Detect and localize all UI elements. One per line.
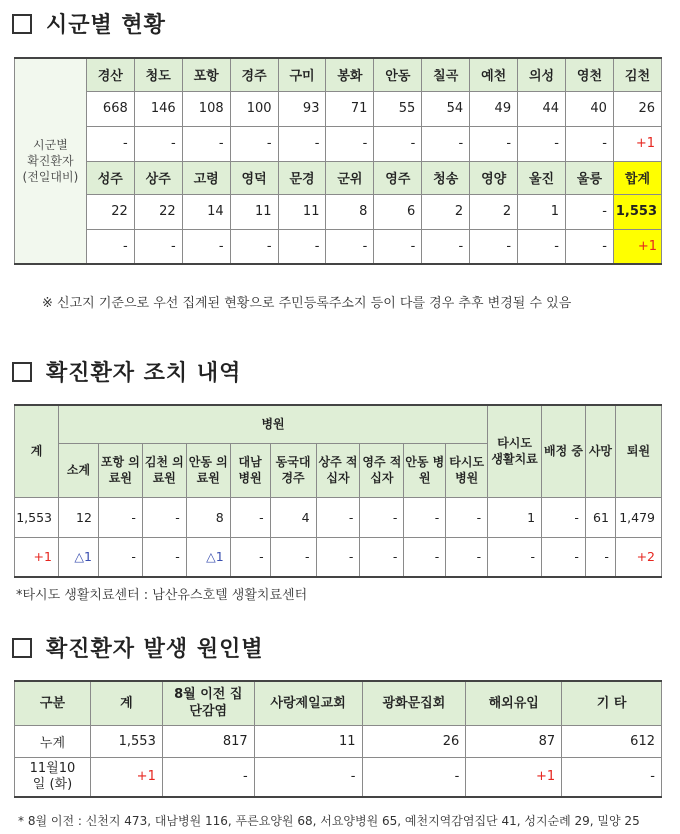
infection-cause-note: * 8월 이전 : 신천지 473, 대남병원 116, 푸른요양원 68, 서요양병원 65, 예천지역감염집단 41, 성지순례 29, 밀양 25	[18, 814, 640, 828]
daily-change: -	[374, 229, 422, 264]
region-status-table	[14, 57, 662, 265]
cell-value: -	[360, 497, 404, 537]
cell-value: 1	[488, 497, 542, 537]
hospital-subheader: 포항 의료원	[98, 443, 142, 497]
daily-change: -	[278, 126, 326, 161]
daily-change: -	[422, 229, 470, 264]
daily-change: -	[182, 126, 230, 161]
case-count: 55	[374, 91, 422, 126]
case-count: 2	[422, 194, 470, 229]
daily-change: -	[278, 229, 326, 264]
cell-change: -	[446, 537, 488, 577]
case-count: -	[566, 194, 614, 229]
case-count: 2	[470, 194, 518, 229]
daily-change: -	[86, 229, 134, 264]
cell-change: -	[562, 757, 662, 797]
col-header: 해외유입	[466, 681, 562, 725]
region-header: 칠곡	[422, 58, 470, 91]
case-count: 108	[182, 91, 230, 126]
case-count: 100	[230, 91, 278, 126]
cell-value: -	[404, 497, 446, 537]
cell-change: -	[270, 537, 316, 577]
region-header: 안동	[374, 58, 422, 91]
cell-change: +1	[15, 537, 59, 577]
cell-change: -	[316, 537, 360, 577]
col-header: 8월 이전 집단감염	[162, 681, 254, 725]
daily-change: -	[422, 126, 470, 161]
region-header: 울진	[518, 161, 566, 194]
checkbox-icon	[12, 638, 32, 658]
col-header: 광화문집회	[362, 681, 466, 725]
region-header: 의성	[518, 58, 566, 91]
treatment-center-note: *타시도 생활치료센터 : 남산유스호텔 생활치료센터	[16, 588, 308, 603]
section-title-region-status	[12, 8, 166, 39]
daily-change: -	[518, 229, 566, 264]
cell-change: +1	[466, 757, 562, 797]
hospital-subheader: 안동 병원	[404, 443, 446, 497]
col-header: 구분	[15, 681, 91, 725]
region-header: 청도	[134, 58, 182, 91]
cell-value: -	[98, 497, 142, 537]
col-header: 사랑제일교회	[254, 681, 362, 725]
hospital-subheader: 대남 병원	[230, 443, 270, 497]
cell-value: 817	[162, 725, 254, 757]
case-count: 49	[470, 91, 518, 126]
daily-change: -	[326, 126, 374, 161]
daily-change: -	[182, 229, 230, 264]
region-header: 예천	[470, 58, 518, 91]
region-header: 상주	[134, 161, 182, 194]
section-title-infection-cause	[12, 632, 264, 663]
cell-change: +2	[615, 537, 661, 577]
cell-change: -	[98, 537, 142, 577]
cell-value: 61	[585, 497, 615, 537]
cell-value: -	[142, 497, 186, 537]
case-count: 668	[86, 91, 134, 126]
cell-value: 1,553	[15, 497, 59, 537]
case-count: 11	[278, 194, 326, 229]
cell-value: 12	[58, 497, 98, 537]
case-count: 14	[182, 194, 230, 229]
cell-value: -	[230, 497, 270, 537]
cell-change: -	[362, 757, 466, 797]
cell-value: 612	[562, 725, 662, 757]
region-header: 청송	[422, 161, 470, 194]
case-count: 22	[86, 194, 134, 229]
region-header: 구미	[278, 58, 326, 91]
section-title-text: 확진환자 조치 내역	[46, 361, 242, 386]
patient-actions-table	[14, 404, 662, 578]
cell-change: -	[585, 537, 615, 577]
header-assigning: 배정 중	[542, 405, 586, 497]
region-header: 영양	[470, 161, 518, 194]
cell-value: -	[316, 497, 360, 537]
section-title-patient-actions	[12, 356, 241, 387]
region-header: 봉화	[326, 58, 374, 91]
daily-change: -	[134, 229, 182, 264]
hospital-subheader: 상주 적십자	[316, 443, 360, 497]
side-label-line: 확진환자	[27, 154, 74, 168]
total-change: +1	[613, 229, 661, 264]
case-count: 6	[374, 194, 422, 229]
cell-change: △1	[58, 537, 98, 577]
cell-change: -	[162, 757, 254, 797]
case-count: 22	[134, 194, 182, 229]
case-count: 54	[422, 91, 470, 126]
hospital-subheader: 동국대 경주	[270, 443, 316, 497]
hospital-subheader: 소계	[58, 443, 98, 497]
cell-value: 87	[466, 725, 562, 757]
infection-cause-table	[14, 680, 662, 798]
region-header: 군위	[326, 161, 374, 194]
region-header: 고령	[182, 161, 230, 194]
cell-change: -	[404, 537, 446, 577]
daily-change: -	[566, 229, 614, 264]
region-header: 경주	[230, 58, 278, 91]
col-header: 기 타	[562, 681, 662, 725]
hospital-subheader: 타시도 병원	[446, 443, 488, 497]
cell-value: 1,553	[90, 725, 162, 757]
region-header: 영천	[566, 58, 614, 91]
side-label	[15, 58, 87, 264]
cell-value: 11	[254, 725, 362, 757]
case-count: 8	[326, 194, 374, 229]
region-header: 문경	[278, 161, 326, 194]
region-header: 울릉	[566, 161, 614, 194]
header-hospital: 병원	[58, 405, 487, 443]
header-death: 사망	[585, 405, 615, 497]
case-count: 146	[134, 91, 182, 126]
cell-value: -	[446, 497, 488, 537]
daily-change: -	[566, 126, 614, 161]
cell-change: -	[542, 537, 586, 577]
case-count: 71	[326, 91, 374, 126]
side-label-line: (전일대비)	[22, 170, 79, 184]
case-count: 44	[518, 91, 566, 126]
daily-change: -	[470, 229, 518, 264]
cell-value: -	[542, 497, 586, 537]
daily-change: -	[518, 126, 566, 161]
row-label: 11월10일 (화)	[15, 757, 91, 797]
cell-value: 1,479	[615, 497, 661, 537]
case-count: 11	[230, 194, 278, 229]
section-title-text: 시군별 현황	[46, 13, 166, 38]
daily-change: -	[134, 126, 182, 161]
daily-change: -	[86, 126, 134, 161]
hospital-subheader: 김천 의료원	[142, 443, 186, 497]
daily-change: +1	[613, 126, 661, 161]
header-discharged: 퇴원	[615, 405, 661, 497]
case-count: 1	[518, 194, 566, 229]
cell-value: 4	[270, 497, 316, 537]
region-header: 영덕	[230, 161, 278, 194]
case-count: 93	[278, 91, 326, 126]
region-status-note: ※ 신고지 기준으로 우선 집계된 현황으로 주민등록주소지 등이 다를 경우 추후 변경될 수 있음	[42, 296, 572, 311]
cell-change: -	[488, 537, 542, 577]
daily-change: -	[230, 229, 278, 264]
header-treatment-center: 타시도 생활치료	[488, 405, 542, 497]
case-count: 40	[566, 91, 614, 126]
total-count: 1,553	[613, 194, 661, 229]
cell-change: -	[142, 537, 186, 577]
hospital-subheader: 안동 의료원	[186, 443, 230, 497]
side-label-line: 시군별	[33, 138, 68, 152]
daily-change: -	[374, 126, 422, 161]
header-total: 계	[15, 405, 59, 497]
cell-change: △1	[186, 537, 230, 577]
region-header: 김천	[613, 58, 661, 91]
cell-change: +1	[90, 757, 162, 797]
section-title-text: 확진환자 발생 원인별	[46, 637, 264, 662]
region-header: 포항	[182, 58, 230, 91]
cell-change: -	[360, 537, 404, 577]
row-label: 누계	[15, 725, 91, 757]
daily-change: -	[230, 126, 278, 161]
daily-change: -	[326, 229, 374, 264]
daily-change: -	[470, 126, 518, 161]
total-header: 합계	[613, 161, 661, 194]
checkbox-icon	[12, 362, 32, 382]
cell-change: -	[230, 537, 270, 577]
checkbox-icon	[12, 14, 32, 34]
case-count: 26	[613, 91, 661, 126]
region-header: 경산	[86, 58, 134, 91]
region-header: 성주	[86, 161, 134, 194]
cell-value: 26	[362, 725, 466, 757]
col-header: 계	[90, 681, 162, 725]
cell-change: -	[254, 757, 362, 797]
cell-value: 8	[186, 497, 230, 537]
hospital-subheader: 영주 적십자	[360, 443, 404, 497]
region-header: 영주	[374, 161, 422, 194]
